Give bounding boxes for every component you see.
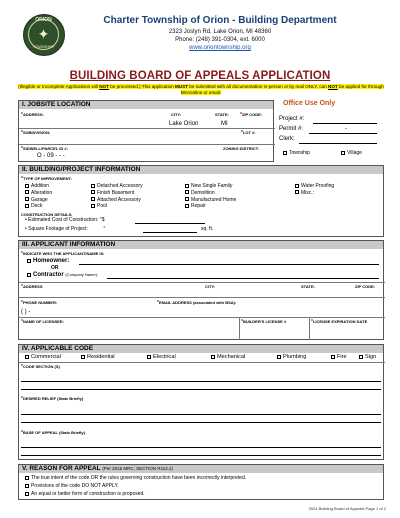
square-footage-field[interactable] bbox=[143, 232, 197, 233]
lot-label: *LOT #: bbox=[241, 130, 256, 136]
improvement-type-checkbox[interactable]: Demolition bbox=[185, 190, 215, 196]
code-checkbox[interactable]: Mechanical bbox=[211, 354, 245, 360]
office-use-title: Office Use Only bbox=[283, 100, 336, 107]
state-label: STATE: bbox=[215, 112, 229, 117]
improvement-type-checkbox[interactable]: Manufactured Home bbox=[185, 197, 236, 203]
form-title: BUILDING BOARD OF APPEALS APPLICATION bbox=[69, 70, 331, 82]
reason-checkbox[interactable]: An equal or better form of construction is proposed. bbox=[25, 491, 145, 497]
improvement-type-checkbox[interactable]: Pool bbox=[91, 203, 107, 209]
parcel-id-label: *SIDWELL/PARCEL ID #: bbox=[21, 146, 68, 152]
improvement-type-checkbox[interactable]: Deck bbox=[25, 203, 42, 209]
applicant-city-label: CITY: bbox=[205, 284, 216, 289]
city-label: CITY: bbox=[171, 112, 182, 117]
desired-relief-label: *DESIRED RELIEF (State Briefly) bbox=[21, 396, 84, 402]
jobsite-location-section bbox=[18, 100, 274, 162]
construction-details-label: CONSTRUCTION DETAILS: bbox=[21, 212, 73, 217]
project-information-section bbox=[18, 165, 384, 237]
estimated-cost-field[interactable] bbox=[135, 223, 205, 224]
reason-checkbox[interactable]: Provisions of the code DO NOT APPLY. bbox=[25, 483, 119, 489]
improvement-type-checkbox[interactable]: New Single Family bbox=[185, 183, 232, 189]
logo-bottom-text: TOWNSHIP bbox=[32, 44, 55, 49]
basis-of-appeal-line[interactable] bbox=[21, 447, 381, 448]
code-checkbox[interactable]: Fire bbox=[331, 354, 347, 360]
project-number-label: Project #: bbox=[279, 116, 305, 122]
phone-number-field[interactable]: ( ) - bbox=[21, 309, 31, 315]
department-title: Charter Township of Orion - Building Department bbox=[103, 15, 337, 26]
improvement-type-checkbox[interactable]: Finish Basement bbox=[91, 190, 134, 196]
department-address: 2323 Joslyn Rd. Lake Orion, MI 48360 bbox=[168, 29, 272, 35]
homeowner-checkbox[interactable]: Homeowner: bbox=[27, 258, 69, 264]
zip-label: *ZIP CODE: bbox=[240, 112, 263, 118]
builder-license-label: *BUILDER'S LICENSE # bbox=[241, 319, 287, 325]
document-header bbox=[0, 12, 400, 68]
section-heading: IV. APPLICABLE CODE bbox=[19, 345, 383, 353]
improvement-type-checkbox[interactable]: Water Proofing bbox=[295, 183, 334, 189]
city-value: Lake Orion bbox=[169, 121, 199, 127]
reason-checkbox[interactable]: The true intent of the code OR the rules governing construction have been incorrectly interpreted. bbox=[25, 475, 246, 481]
village-checkbox[interactable]: Village bbox=[341, 150, 362, 156]
clerk-label: Clerk: bbox=[279, 136, 295, 142]
project-number-field[interactable] bbox=[313, 123, 377, 124]
applicant-state-label: STATE: bbox=[301, 284, 315, 289]
section-heading: I. JOBSITE LOCATION bbox=[19, 101, 273, 109]
township-checkbox[interactable]: Township bbox=[283, 150, 310, 156]
section-heading: III. APPLICANT INFORMATION bbox=[19, 241, 383, 249]
section-heading: V. REASON FOR APPEAL (Per 2015 MRC, SECTION R112.2) bbox=[19, 465, 383, 473]
applicant-zip-label: ZIP CODE: bbox=[355, 284, 376, 289]
improvement-type-checkbox[interactable]: Alteration bbox=[25, 190, 52, 196]
estimated-cost-label: • Estimated Cost of Construction: *$ bbox=[25, 217, 105, 223]
logo-top-text: ORION bbox=[35, 17, 52, 23]
square-footage-unit: sq. ft. bbox=[201, 226, 214, 232]
licensee-name-label: *NAME OF LICENSEE: bbox=[21, 319, 64, 325]
desired-relief-line[interactable] bbox=[21, 414, 381, 415]
improvement-type-checkbox[interactable]: Detached Accessory bbox=[91, 183, 143, 189]
state-value: MI bbox=[221, 121, 228, 127]
desired-relief-line[interactable] bbox=[21, 422, 381, 423]
permit-number-label: Permit #: bbox=[279, 126, 304, 132]
section-heading: II. BUILDING/PROJECT INFORMATION bbox=[19, 166, 383, 174]
improvement-type-checkbox[interactable]: Misc.: bbox=[295, 190, 314, 196]
submission-notice: (Illegible or Incomplete Applications will NOT be processed.) This application MUST be submitted with all documentation in-person or by mail ONLY, can NOT be applied for through BSAonline or email. bbox=[18, 84, 384, 95]
improvement-type-checkbox[interactable]: Addition bbox=[25, 183, 49, 189]
code-checkbox[interactable]: Electrical bbox=[147, 354, 176, 360]
code-checkbox[interactable]: Residential bbox=[81, 354, 115, 360]
applicant-information-section bbox=[18, 240, 384, 340]
address-label: *ADDRESS: bbox=[21, 112, 44, 118]
reason-for-appeal-section bbox=[18, 464, 384, 500]
code-checkbox[interactable]: Commercial bbox=[25, 354, 61, 360]
contractor-checkbox[interactable]: Contractor (Company Name): bbox=[27, 272, 98, 278]
license-expiration-label: *LICENSE EXPIRATION DATE bbox=[311, 319, 368, 325]
square-footage-label: • Square Footage of Project: * bbox=[25, 226, 106, 232]
subdivision-label: *SUBDIVISION: bbox=[21, 130, 51, 136]
office-use-box: Office Use Only Project #: Permit #: - Clerk: Township Village bbox=[275, 100, 383, 160]
zoning-district-label: ZONING DISTRICT: bbox=[223, 146, 259, 151]
page-footer: 2024 Building Board of Appeals Page 1 of 2 bbox=[308, 506, 386, 511]
department-phone: Phone: (248) 391-0304, ext. 6000 bbox=[175, 37, 265, 43]
permit-number-field[interactable] bbox=[309, 133, 377, 134]
applicable-code-section bbox=[18, 344, 384, 460]
type-of-improvement-label: *TYPE OF IMPROVEMENT: bbox=[21, 176, 72, 182]
or-label: OR bbox=[51, 265, 59, 271]
phone-number-label: *PHONE NUMBER: bbox=[21, 300, 58, 306]
code-section-line[interactable] bbox=[21, 381, 381, 382]
contractor-name-field[interactable] bbox=[107, 278, 379, 279]
code-checkbox[interactable]: Sign bbox=[359, 354, 376, 360]
basis-of-appeal-line[interactable] bbox=[21, 455, 381, 456]
parcel-id-value[interactable]: O - 09 - - - bbox=[37, 153, 65, 159]
basis-of-appeal-label: *BASE OF APPEAL (State Briefly) bbox=[21, 430, 85, 436]
improvement-type-checkbox[interactable]: Repair bbox=[185, 203, 206, 209]
email-address-label: *EMAIL ADDRESS (associated with BSA): bbox=[157, 300, 237, 306]
indicate-applicant-label: *INDICATE WHO THE APPLICANT/NAME IS: bbox=[21, 251, 105, 257]
improvement-type-checkbox[interactable]: Attached Accessory bbox=[91, 197, 141, 203]
code-section-line[interactable] bbox=[21, 389, 381, 390]
star-icon: ✦ bbox=[37, 26, 50, 42]
improvement-type-checkbox[interactable]: Garage bbox=[25, 197, 48, 203]
code-sections-label: *CODE SECTION (S) bbox=[21, 364, 60, 370]
clerk-field[interactable] bbox=[299, 143, 377, 144]
website-link[interactable]: www.oriontownship.org bbox=[189, 45, 251, 51]
code-checkbox[interactable]: Plumbing bbox=[277, 354, 306, 360]
applicant-address-label: *ADDRESS bbox=[21, 284, 43, 290]
homeowner-name-field[interactable] bbox=[79, 264, 379, 265]
